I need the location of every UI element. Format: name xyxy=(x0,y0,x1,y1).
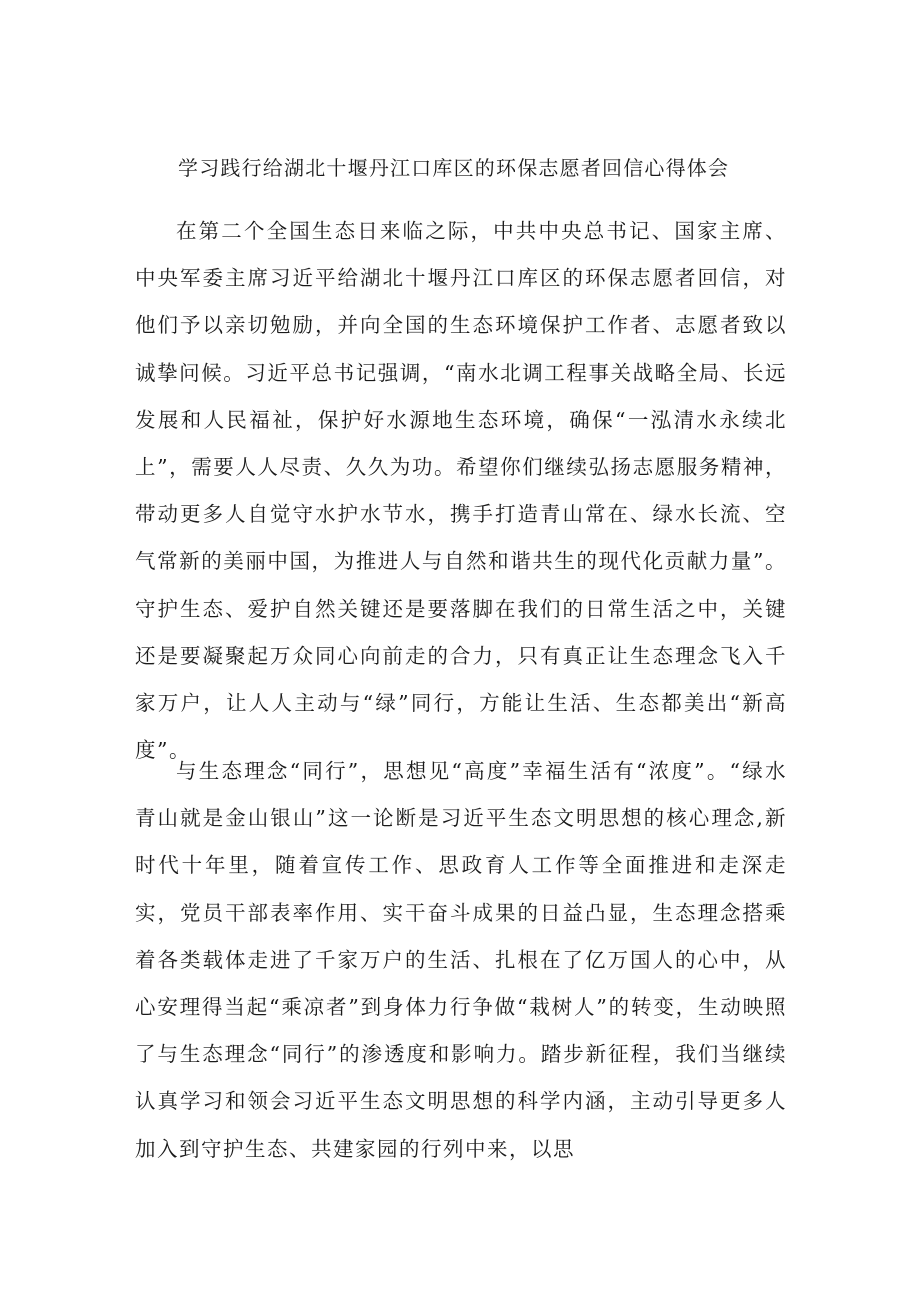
body-paragraph-2: 与生态理念“同行”，思想见“高度”幸福生活有“浓度”。“绿水青山就是金山银山”这一论断是习近平生态文明思想的核心理念,新时代十年里，随着宣传工作、思政育人工作等全面推进和走深走实，党员干部表率作用、实干奋斗成果的日益凸显，生态理念搭乘着各类载体走进了千家万户的生活、扎根在了亿万国人的心中，从心安理得当起“乘凉者”到身体力行争做“栽树人”的转变，生动映照了与生态理念“同行”的渗透度和影响力。踏步新征程，我们当继续认真学习和领会习近平生态文明思想的科学内涵，主动引导更多人加入到守护生态、共建家园的行列中来，以思 xyxy=(135,759,787,1161)
body-paragraph-1: 在第二个全国生态日来临之际，中共中央总书记、国家主席、中央军委主席习近平给湖北十堰丹江口库区的环保志愿者回信，对他们予以亲切勉励，并向全国的生态环境保护工作者、志愿者致以诚挚问候。习近平总书记强调，“南水北调工程事关战略全局、长远发展和人民福祉，保护好水源地生态环境，确保“一泓清水永续北上”，需要人人尽责、久久为功。希望你们继续弘扬志愿服务精神，带动更多人自觉守水护水节水，携手打造青山常在、绿水长流、空气常新的美丽中国，为推进人与自然和谐共生的现代化贡献力量”。守护生态、爱护自然关键还是要落脚在我们的日常生活之中，关键还是要凝聚起万众同心向前走的合力，只有真正让生态理念飞入千家万户，让人人主动与“绿”同行，方能让生活、生态都美出“新高度”。 xyxy=(135,219,787,763)
document-title: 学习践行给湖北十堰丹江口库区的环保志愿者回信心得体会 xyxy=(178,156,730,180)
